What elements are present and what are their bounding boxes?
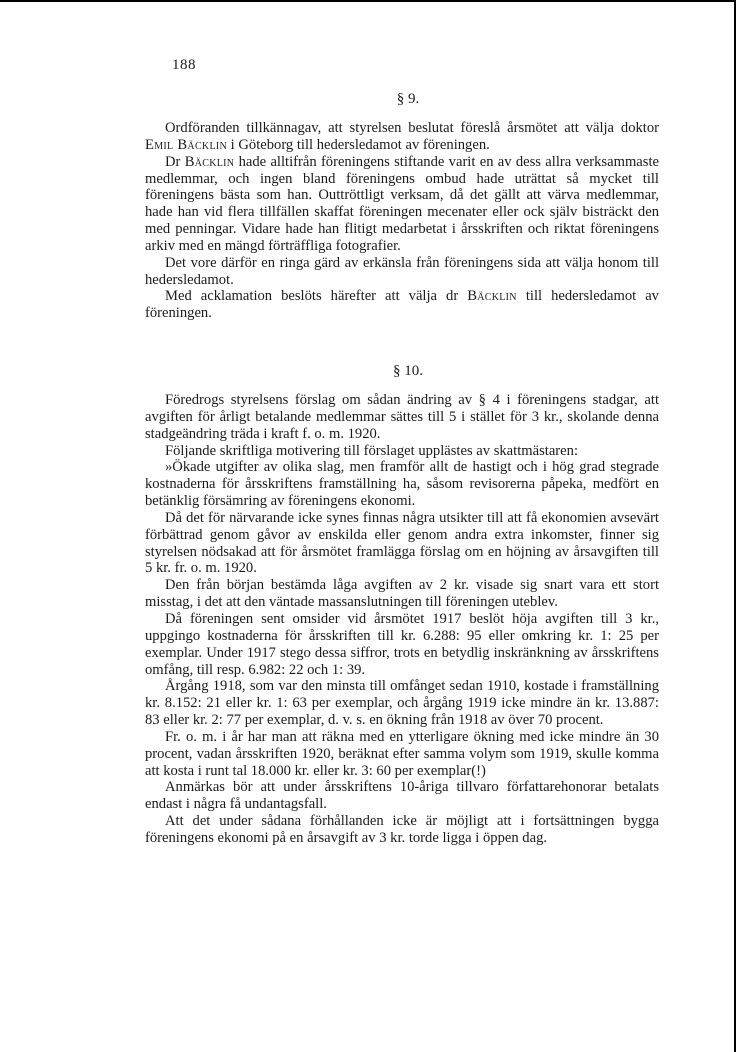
person-name: Bäcklin (184, 153, 235, 170)
section-9-heading: § 9. (396, 91, 420, 107)
section-10-paragraph-1: Föredrogs styrelsens förslag om sådan ändring av § 4 i föreningens stadgar, att avgiften för årligt betalande medlemmar sättes till 5 i stället för 3 kr., skolande denna stadgeändring träda i kraft f. o. m. 1920. (145, 392, 659, 442)
section-10-paragraph-9: Anmärkas bör att under årsskriftens 10-åriga tillvaro författarehonorar betalats endast i några få undantagsfall. (145, 779, 659, 813)
paragraph-text: till hedersledamot av föreningen. (145, 288, 659, 322)
page-number: 188 (172, 57, 196, 73)
section-10-heading: § 10. (393, 363, 423, 379)
section-9-body (145, 120, 659, 322)
person-name: Emil Bäcklin (145, 136, 228, 153)
person-name: Bäcklin (467, 288, 517, 305)
section-10-paragraph-10: Att det under sådana förhållanden icke är möjligt att i fortsättningen bygga föreningens ekonomi på en årsavgift av 3 kr. torde ligga i öppen dag. (145, 813, 659, 846)
section-9-paragraph-1 (145, 120, 659, 154)
paragraph-text: Dr (165, 153, 185, 170)
section-9-paragraph-2 (145, 154, 659, 255)
section-10-paragraph-3: »Ökade utgifter av olika slag, men framför allt de hastigt och i hög grad stegrade kostnaderna för årsskriftens framställning ha, såsom revisorerna påpeka, medfört en betänklig försämring av föreningens ekonomi. (145, 459, 659, 510)
section-10-paragraph-8: Fr. o. m. i år har man att räkna med en ytterligare ökning med icke mindre än 30 procent, vadan årsskriften 1920, beräknat efter samma volym som 1919, skulle komma att kosta i runt tal 18.000 kr. eller kr. 3: 60 per exemplar(!) (145, 728, 659, 779)
section-10-body (145, 392, 659, 847)
paragraph-text: Ordföranden tillkännagav, att styrelsen beslutat föreslå årsmötet att välja doktor (165, 120, 659, 136)
section-9-paragraph-3 (145, 255, 659, 289)
paragraph-text: hade alltifrån föreningens stiftande varit en av dess allra verksammaste medlemmar, och ingen bland föreningens ombud hade uträttat så mycket till föreningens bästa som han. Outtröttligt verksam, då det gällt att värva medlemmar, hade han vid flera tillfällen skaffat föreningen mecenater eller ock själv bisträckt den med penningar. Vidare hade han flitigt medarbetat i årsskriften och riktat föreningens arkiv med en mängd förträffliga fotografier. (145, 153, 659, 254)
section-9-paragraph-4 (145, 288, 659, 322)
section-10-paragraph-6: Då föreningen sent omsider vid årsmötet 1917 beslöt höja avgiften till 3 kr., uppgingo kostnaderna för årsskriften till kr. 6.288: 95 eller omkring kr. 1: 25 per exemplar. Under 1917 stego dessa siffror, trots en betydlig inskränkning av årsskriftens omfång, till resp. 6.982: 22 och 1: 39. (145, 610, 659, 678)
paragraph-text: Det vore därför en ringa gärd av erkänsla från föreningens sida att välja honom till hedersledamot. (145, 254, 659, 288)
section-10-paragraph-5: Den från början bestämda låga avgiften av 2 kr. visade sig snart vara ett stort misstag, i det att den väntade massanslutningen till föreningen uteblev. (145, 577, 659, 611)
paragraph-text: i Göteborg till hedersledamot av föreningen. (227, 136, 490, 153)
scan-border-top (0, 0, 736, 2)
section-10-paragraph-2: Följande skriftliga motivering till förslaget upplästes av skattmästaren: (165, 442, 578, 459)
section-10-paragraph-4: Då det för närvarande icke synes finnas några utsikter till att få ekonomien avsevärt förbättrad genom gåvor av enskilda eller genom andra extra inkomster, finner sig styrelsen nödsakad att för årsmötet framlägga förslag om en höjning av årsavgiften till 5 kr. fr. o. m. 1920. (145, 509, 659, 577)
paragraph-text: Med acklamation beslöts härefter att välja dr (165, 288, 468, 305)
section-10-paragraph-7: Årgång 1918, som var den minsta till omfånget sedan 1910, kostade i framställning kr. 8.152: 21 eller kr. 1: 63 per exemplar, och årgång 1919 icke mindre än kr. 13.887: 83 eller kr. 2: 77 per exemplar, d. v. s. en ökning från 1918 av över 70 procent. (145, 678, 659, 729)
